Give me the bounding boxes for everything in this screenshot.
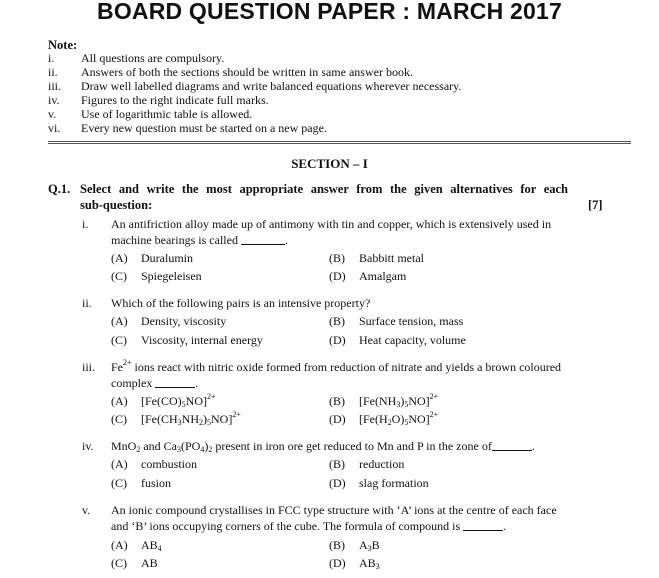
- option-c: [111, 476, 171, 491]
- subscript: 3: [396, 400, 401, 409]
- question-number: Q.1.: [48, 182, 71, 196]
- subquestion-text-part: (PO: [181, 439, 201, 453]
- option-label: (A): [111, 251, 128, 265]
- option-b: [329, 394, 438, 409]
- option-text: Duralumin: [141, 251, 193, 265]
- option-text: AB: [141, 538, 158, 552]
- option-label: (D): [329, 556, 346, 570]
- subscript: 2: [208, 445, 213, 454]
- subquestion-text: [111, 439, 535, 454]
- option-text: [Fe(CH: [141, 412, 178, 426]
- option-text: Heat capacity, volume: [359, 333, 466, 347]
- option-text: Amalgam: [359, 269, 407, 283]
- subquestion-text-part: ions react with nitric oxide formed from reduction of nitrate and yields a brown coloured: [131, 360, 562, 374]
- option-text: AB: [359, 556, 376, 570]
- option-text: [Fe(H: [359, 412, 388, 426]
- option-text: Viscosity, internal energy: [141, 333, 263, 347]
- option-text: combustion: [141, 457, 197, 471]
- note-item-text: Use of logarithmic table is allowed.: [81, 107, 253, 121]
- option-a: [111, 538, 162, 553]
- subquestion-text-continued: [111, 233, 288, 248]
- note-item-number: v.: [48, 107, 57, 121]
- option-text-part: NH: [181, 412, 200, 426]
- subscript: 5: [404, 400, 409, 409]
- note-item-number: vi.: [48, 121, 61, 135]
- subscript: 3: [177, 418, 182, 427]
- subscript: 3: [177, 445, 181, 454]
- option-c: [111, 269, 202, 284]
- note-item-number: i.: [48, 51, 55, 65]
- subquestion-text-part: and ‘B’ ions occupying corners of the cube. The formula of compound is: [111, 519, 461, 533]
- option-text: Spiegeleisen: [141, 269, 202, 283]
- question-text-continued: sub-question:: [80, 198, 153, 212]
- subscript: 5: [404, 418, 409, 427]
- note-item-text: Every new question must be started on a new page.: [81, 121, 327, 135]
- option-label: (B): [329, 457, 345, 471]
- option-text-part: ): [203, 412, 208, 426]
- subscript: 2: [199, 418, 204, 427]
- option-c: [111, 333, 263, 348]
- option-text-part: NO]: [211, 412, 233, 426]
- answer-blank: [492, 440, 532, 451]
- subscript: 4: [200, 445, 205, 454]
- option-b: [329, 314, 463, 329]
- subquestion-number: ii.: [82, 296, 92, 310]
- note-label: Note:: [48, 38, 78, 52]
- option-label: (A): [111, 457, 128, 471]
- subquestion-number: iv.: [82, 439, 94, 453]
- option-text: fusion: [141, 476, 171, 490]
- subquestion-text-part: machine bearings is called: [111, 233, 238, 247]
- subquestion-text-continued: [111, 519, 506, 534]
- question-marks: [7]: [588, 198, 603, 212]
- note-item-number: iii.: [48, 79, 62, 93]
- option-b: [329, 251, 424, 266]
- subscript: 4: [157, 544, 162, 553]
- option-label: (C): [111, 476, 127, 490]
- option-text-part: O): [391, 412, 405, 426]
- option-text: [Fe(NH: [359, 394, 397, 408]
- option-label: (C): [111, 556, 127, 570]
- option-a: [111, 394, 216, 409]
- subquestion-text-part: complex: [111, 376, 153, 390]
- subscript: 2: [387, 418, 392, 427]
- note-item-text: Figures to the right indicate full marks.: [81, 93, 269, 107]
- subquestion-text-continued: [111, 376, 198, 391]
- subquestion-text: Which of the following pairs is an intensive property?: [111, 296, 371, 310]
- option-a: [111, 314, 226, 329]
- superscript: 2+: [123, 358, 132, 367]
- option-text-part: NO]: [408, 394, 430, 408]
- subquestion-text: [111, 360, 561, 375]
- option-d: [329, 269, 406, 284]
- superscript: 2+: [232, 410, 241, 419]
- option-text: Surface tension, mass: [359, 314, 464, 328]
- option-label: (B): [329, 251, 345, 265]
- subquestion-text-part: Fe: [111, 360, 123, 374]
- option-text-part: NO]: [408, 412, 430, 426]
- option-label: (D): [329, 269, 346, 283]
- subscript: 5: [181, 400, 186, 409]
- subquestion-text-end: .: [531, 439, 535, 453]
- option-b: [329, 457, 404, 472]
- answer-blank: [155, 377, 195, 388]
- answer-blank: [463, 520, 503, 531]
- subquestion-text-end: .: [503, 519, 507, 533]
- superscript: 2+: [429, 392, 439, 401]
- option-label: (B): [329, 538, 345, 552]
- option-text: Density, viscosity: [141, 314, 227, 328]
- subscript: 5: [207, 418, 212, 427]
- subquestion-number: v.: [82, 503, 91, 517]
- subquestion-number: iii.: [82, 360, 96, 374]
- subquestion-text: An ionic compound crystallises in FCC type structure with ‘A’ ions at the centre of each face: [111, 503, 557, 517]
- subquestion-text-part: present in iron ore get reduced to Mn and P in the zone of: [212, 439, 492, 453]
- option-text: Babbitt metal: [359, 251, 424, 265]
- question-text: Select and write the most appropriate answer from the given alternatives for each: [80, 182, 568, 196]
- option-text: slag formation: [359, 476, 429, 490]
- option-c: [111, 412, 241, 427]
- option-label: (A): [111, 314, 128, 328]
- option-label: (C): [111, 269, 127, 283]
- subscript: 3: [375, 562, 380, 571]
- subscript: 2: [136, 445, 141, 454]
- subquestion-text-part: MnO: [111, 439, 137, 453]
- option-a: [111, 251, 193, 266]
- option-text: A: [359, 538, 368, 552]
- subquestion-text-part: ): [204, 439, 209, 453]
- option-text: [Fe(CO): [141, 394, 182, 408]
- option-label: (B): [329, 394, 345, 408]
- option-d: [329, 412, 438, 427]
- option-text-part: B: [371, 538, 380, 552]
- option-b: [329, 538, 380, 553]
- option-label: (D): [329, 333, 346, 347]
- page-title: BOARD QUESTION PAPER : MARCH 2017: [97, 0, 562, 24]
- option-d: [329, 333, 466, 348]
- divider: [48, 141, 631, 142]
- option-d: [329, 556, 380, 571]
- superscript: 2+: [429, 410, 439, 419]
- note-item-number: iv.: [48, 93, 60, 107]
- option-text: reduction: [359, 457, 405, 471]
- option-label: (C): [111, 412, 127, 426]
- note-item-number: ii.: [48, 65, 58, 79]
- option-d: [329, 476, 429, 491]
- subquestion-text: An antifriction alloy made up of antimony with tin and copper, which is extensively used in: [111, 217, 552, 231]
- option-c: [111, 556, 158, 571]
- option-label: (B): [329, 314, 345, 328]
- subquestion-text-end: .: [195, 376, 199, 390]
- section-heading: SECTION – I: [291, 156, 368, 171]
- note-item-text: Answers of both the sections should be written in same answer book.: [81, 65, 413, 79]
- option-label: (D): [329, 476, 346, 490]
- option-text-part: ): [400, 394, 405, 408]
- subquestion-text-part: and Ca: [140, 439, 177, 453]
- subquestion-number: i.: [82, 217, 89, 231]
- note-item-text: All questions are compulsory.: [81, 51, 225, 65]
- option-label: (D): [329, 412, 346, 426]
- option-text: AB: [141, 556, 158, 570]
- subquestion-text-end: .: [284, 233, 288, 247]
- option-label: (A): [111, 538, 128, 552]
- subscript: 3: [367, 544, 372, 553]
- answer-blank: [241, 234, 285, 245]
- option-label: (A): [111, 394, 128, 408]
- superscript: 2+: [207, 392, 216, 401]
- option-text-part: NO]: [185, 394, 207, 408]
- option-label: (C): [111, 333, 127, 347]
- note-item-text: Draw well labelled diagrams and write balanced equations wherever necessary.: [81, 79, 462, 93]
- option-a: [111, 457, 197, 472]
- divider: [48, 143, 631, 144]
